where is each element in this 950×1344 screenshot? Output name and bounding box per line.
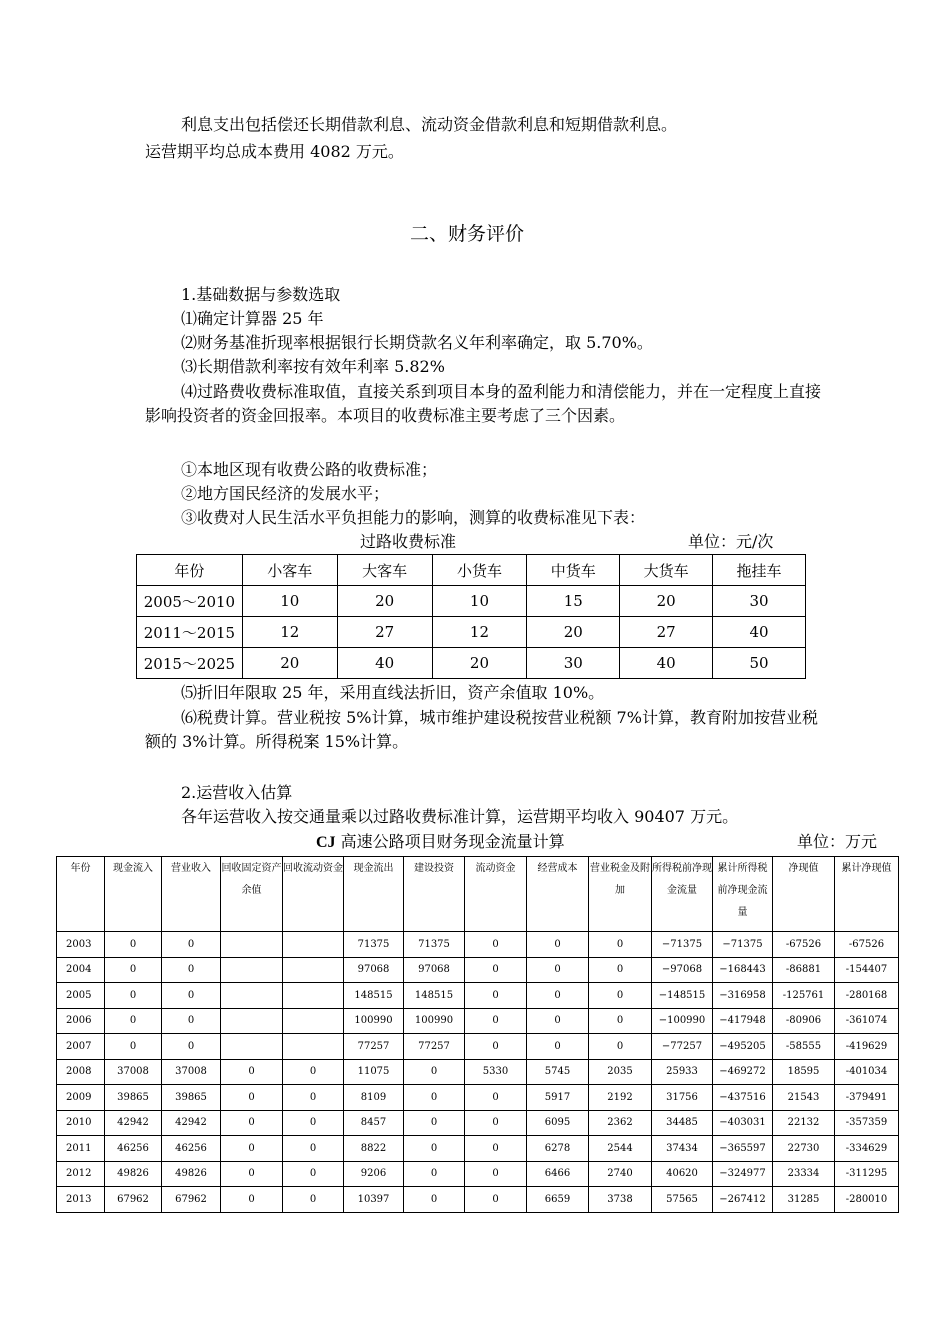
item-1: ⑴确定计算器 25 年 (181, 309, 324, 328)
table-cell: 148515 (344, 983, 404, 1009)
table-cell: −71375 (652, 932, 713, 958)
table-cell: 0 (589, 1034, 652, 1060)
table-cell: 11075 (344, 1059, 404, 1085)
table-header-cell: 建设投资 (404, 857, 465, 932)
criterion-3: ③收费对人民生活水平负担能力的影响，测算的收费标准见下表： (181, 508, 646, 527)
table-cell (283, 932, 344, 958)
table-cell (221, 983, 283, 1009)
table-cell: 0 (465, 1034, 527, 1060)
table-cell: 0 (527, 1034, 589, 1060)
table-header-cell: 所得税前净现金流量 (652, 857, 713, 932)
table-header-cell: 累计净现值 (835, 857, 899, 932)
table-header-cell: 小货车 (432, 555, 527, 586)
table-cell: 2011 (57, 1136, 105, 1162)
table-cell: 2015～2025 (137, 648, 243, 679)
table-cell: 40620 (652, 1161, 713, 1187)
table-header-row (137, 555, 806, 586)
table-cell: 6095 (527, 1110, 589, 1136)
table-cell: 97068 (404, 957, 465, 983)
table-row (57, 1034, 899, 1060)
caption-text: 高速公路项目财务现金流量计算 (340, 832, 565, 851)
table-cell: 46256 (162, 1136, 221, 1162)
table-cell: 6466 (527, 1161, 589, 1187)
table-cell: 49826 (105, 1161, 162, 1187)
table-header-row (57, 857, 899, 932)
table-cell: 0 (221, 1059, 283, 1085)
table-cell: 0 (283, 1136, 344, 1162)
table-cell: 0 (283, 1085, 344, 1111)
table-cell: −437516 (713, 1085, 773, 1111)
table-cell: 6659 (527, 1187, 589, 1213)
table-cell: 0 (465, 957, 527, 983)
table-cell: 20 (337, 586, 432, 617)
toll-standard-table (136, 554, 806, 679)
table-row (57, 1187, 899, 1213)
table-cell: 0 (465, 1110, 527, 1136)
table-cell: -357359 (835, 1110, 899, 1136)
table-cell: 21543 (773, 1085, 835, 1111)
table-cell: -80906 (773, 1008, 835, 1034)
table-cell: 0 (404, 1085, 465, 1111)
table-cell: 2005～2010 (137, 586, 243, 617)
table-cell: 2740 (589, 1161, 652, 1187)
table-header-cell: 现金流入 (105, 857, 162, 932)
item-3: ⑶长期借款利率按有效年利率 5.82% (181, 357, 445, 376)
table-cell: 0 (465, 932, 527, 958)
table-cell (221, 957, 283, 983)
table-row (57, 1110, 899, 1136)
item-2: ⑵财务基准折现率根据银行长期贷款名义年利率确定，取 5.70%。 (181, 333, 653, 352)
table-cell: 0 (162, 957, 221, 983)
table-cell: 5917 (527, 1085, 589, 1111)
table-cell: 18595 (773, 1059, 835, 1085)
table-cell: -67526 (835, 932, 899, 958)
table-cell: −148515 (652, 983, 713, 1009)
table-cell: 0 (465, 983, 527, 1009)
table-cell: 12 (242, 617, 337, 648)
table-cell: 0 (221, 1085, 283, 1111)
table-cell: 0 (221, 1136, 283, 1162)
table-header-cell: 回收固定资产余值 (221, 857, 283, 932)
section-title: 二、财务评价 (410, 223, 525, 245)
table-cell: −324977 (713, 1161, 773, 1187)
table-cell: 8822 (344, 1136, 404, 1162)
table-cell: 0 (162, 1034, 221, 1060)
item-5: ⑸折旧年限取 25 年，采用直线法折旧，资产余值取 10%。 (181, 683, 605, 702)
table-cell: −100990 (652, 1008, 713, 1034)
table-cell: 10397 (344, 1187, 404, 1213)
table-cell: 39865 (162, 1085, 221, 1111)
table-cell: 2006 (57, 1008, 105, 1034)
table-cell: 23334 (773, 1161, 835, 1187)
table-cell (283, 1008, 344, 1034)
table-cell: -379491 (835, 1085, 899, 1111)
table-cell: 27 (620, 617, 713, 648)
table-cell: 8457 (344, 1110, 404, 1136)
table-cell: −71375 (713, 932, 773, 958)
table-cell: -280010 (835, 1187, 899, 1213)
table-cell: 2010 (57, 1110, 105, 1136)
table-cell: 2011～2015 (137, 617, 243, 648)
table-cell: 2003 (57, 932, 105, 958)
item-4: ⑷过路费收费标准取值，直接关系到项目本身的盈利能力和清偿能力，并在一定程度上直接影响投资者的资金回报率。本项目的收费标准主要考虑了三个因素。 (145, 382, 822, 425)
table-cell: -86881 (773, 957, 835, 983)
table-cell: 5330 (465, 1059, 527, 1085)
table-cell: 0 (162, 932, 221, 958)
table-cell: 2362 (589, 1110, 652, 1136)
table-cell: -67526 (773, 932, 835, 958)
table-cell: 0 (105, 1008, 162, 1034)
table-cell: 0 (465, 1187, 527, 1213)
table-cell: 34485 (652, 1110, 713, 1136)
table-cell: 2544 (589, 1136, 652, 1162)
table-cell: 22132 (773, 1110, 835, 1136)
table-cell: 0 (162, 983, 221, 1009)
table-row (57, 1085, 899, 1111)
table-header-cell: 大客车 (337, 555, 432, 586)
table-cell: -419629 (835, 1034, 899, 1060)
table-cell: 42942 (105, 1110, 162, 1136)
table-cell: 39865 (105, 1085, 162, 1111)
avg-cost-paragraph: 运营期平均总成本费用 4082 万元。 (145, 142, 404, 161)
table-row (57, 1136, 899, 1162)
table-cell: 0 (105, 932, 162, 958)
table-header-cell: 回收流动资金 (283, 857, 344, 932)
table-cell: 42942 (162, 1110, 221, 1136)
table-cell: 0 (221, 1110, 283, 1136)
table-cell: 2004 (57, 957, 105, 983)
table-cell: 0 (105, 1034, 162, 1060)
table-cell: −97068 (652, 957, 713, 983)
table-cell: −469272 (713, 1059, 773, 1085)
table-cell: 0 (404, 1110, 465, 1136)
table-cell: 27 (337, 617, 432, 648)
table-cell: 2192 (589, 1085, 652, 1111)
item-6: ⑹税费计算。营业税按 5%计算，城市维护建设税按营业税额 7%计算，教育附加按营业税额的 3%计算。所得税案 15%计算。 (145, 708, 818, 751)
table-cell: 2009 (57, 1085, 105, 1111)
table-cell: −77257 (652, 1034, 713, 1060)
table-cell: 3738 (589, 1187, 652, 1213)
table-header-cell: 现金流出 (344, 857, 404, 932)
table-cell: 0 (283, 1161, 344, 1187)
table-cell: 2035 (589, 1059, 652, 1085)
table-cell: 0 (465, 1085, 527, 1111)
table-row (57, 1059, 899, 1085)
table-cell: 148515 (404, 983, 465, 1009)
table-header-cell: 累计所得税前净现金流量 (713, 857, 773, 932)
table-cell: 0 (527, 983, 589, 1009)
table-cell: 0 (221, 1161, 283, 1187)
table-header-cell: 大货车 (620, 555, 713, 586)
criterion-1: ①本地区现有收费公路的收费标准； (181, 460, 438, 479)
table-cell (283, 1034, 344, 1060)
table-cell: 0 (465, 1136, 527, 1162)
table-header-cell: 营业税金及附加 (589, 857, 652, 932)
table-header-cell: 经营成本 (527, 857, 589, 932)
table-cell: 20 (432, 648, 527, 679)
table-cell: 8109 (344, 1085, 404, 1111)
criterion-2: ②地方国民经济的发展水平； (181, 484, 390, 503)
table-cell: −403031 (713, 1110, 773, 1136)
table-row (137, 586, 806, 617)
table-header-cell: 净现值 (773, 857, 835, 932)
table-cell: 71375 (344, 932, 404, 958)
table-row (57, 1008, 899, 1034)
table-cell: 20 (527, 617, 620, 648)
table-cell: -361074 (835, 1008, 899, 1034)
table-header-cell: 中货车 (527, 555, 620, 586)
table-cell: 10 (432, 586, 527, 617)
table-cell: 2013 (57, 1187, 105, 1213)
table-cell: −495205 (713, 1034, 773, 1060)
table-cell: 0 (589, 932, 652, 958)
table-cell: 20 (620, 586, 713, 617)
table-cell: 0 (527, 1008, 589, 1034)
table-cell: 0 (221, 1187, 283, 1213)
table-cell: −417948 (713, 1008, 773, 1034)
table-cell: 40 (620, 648, 713, 679)
table-row (137, 648, 806, 679)
table-cell: 37434 (652, 1136, 713, 1162)
table-cell: 2005 (57, 983, 105, 1009)
interest-paragraph: 利息支出包括偿还长期借款利息、流动资金借款利息和短期借款利息。 (181, 115, 678, 134)
table-cell: 46256 (105, 1136, 162, 1162)
table-row (137, 617, 806, 648)
table-cell: 77257 (344, 1034, 404, 1060)
table-cell: 0 (404, 1161, 465, 1187)
table-cell: 25933 (652, 1059, 713, 1085)
table-cell: 0 (283, 1187, 344, 1213)
table-cell: 20 (242, 648, 337, 679)
table-cell: 37008 (105, 1059, 162, 1085)
table-cell: 0 (404, 1059, 465, 1085)
table-cell: 9206 (344, 1161, 404, 1187)
table-cell: -154407 (835, 957, 899, 983)
table-cell: 0 (105, 957, 162, 983)
table-row (57, 957, 899, 983)
table-cell: 0 (283, 1059, 344, 1085)
table-cell: 0 (404, 1187, 465, 1213)
table-cell: 10 (242, 586, 337, 617)
table-cell: 0 (404, 1136, 465, 1162)
table-cell: -58555 (773, 1034, 835, 1060)
table-cell: 40 (713, 617, 806, 648)
table-header-cell: 年份 (137, 555, 243, 586)
table-cell: 0 (589, 983, 652, 1009)
table-cell: 6278 (527, 1136, 589, 1162)
table-cell: 0 (589, 1008, 652, 1034)
cashflow-table-caption (316, 830, 565, 855)
table-cell: −316958 (713, 983, 773, 1009)
table-cell: 0 (527, 957, 589, 983)
table-header-cell: 营业收入 (162, 857, 221, 932)
table-cell: -125761 (773, 983, 835, 1009)
table-row (57, 983, 899, 1009)
table-cell: 22730 (773, 1136, 835, 1162)
toll-table-caption: 过路收费标准 (360, 532, 457, 551)
table-cell (283, 983, 344, 1009)
table-cell: -401034 (835, 1059, 899, 1085)
table-cell: 100990 (344, 1008, 404, 1034)
table-cell: -311295 (835, 1161, 899, 1187)
toll-table-unit: 单位：元/次 (688, 532, 774, 551)
table-cell: 12 (432, 617, 527, 648)
table-cell: 50 (713, 648, 806, 679)
table-cell: −365597 (713, 1136, 773, 1162)
table-cell: −168443 (713, 957, 773, 983)
table-cell: 67962 (162, 1187, 221, 1213)
table-cell: 67962 (105, 1187, 162, 1213)
table-cell: 15 (527, 586, 620, 617)
table-cell (283, 957, 344, 983)
revenue-heading: 2.运营收入估算 (181, 783, 293, 802)
table-cell: 2008 (57, 1059, 105, 1085)
table-cell: 0 (465, 1008, 527, 1034)
table-cell: 0 (162, 1008, 221, 1034)
table-cell: 0 (465, 1161, 527, 1187)
revenue-text: 各年运营收入按交通量乘以过路收费标准计算，运营期平均收入 90407 万元。 (181, 807, 739, 826)
table-cell: 100990 (404, 1008, 465, 1034)
table-cell: 30 (713, 586, 806, 617)
table-cell: 2012 (57, 1161, 105, 1187)
table-cell (221, 1008, 283, 1034)
table-cell: 49826 (162, 1161, 221, 1187)
table-cell: 2007 (57, 1034, 105, 1060)
table-cell: 31285 (773, 1187, 835, 1213)
table-row (57, 1161, 899, 1187)
cashflow-table-unit: 单位：万元 (797, 832, 878, 851)
table-cell: 0 (527, 932, 589, 958)
table-cell: 5745 (527, 1059, 589, 1085)
table-header-cell: 小客车 (242, 555, 337, 586)
table-cell: 40 (337, 648, 432, 679)
caption-bold-prefix: CJ (316, 834, 336, 851)
table-cell: 97068 (344, 957, 404, 983)
table-cell (221, 932, 283, 958)
table-cell: 37008 (162, 1059, 221, 1085)
table-cell: 77257 (404, 1034, 465, 1060)
table-cell: 57565 (652, 1187, 713, 1213)
table-cell: 0 (283, 1110, 344, 1136)
table-cell: -280168 (835, 983, 899, 1009)
table-row (57, 932, 899, 958)
table-cell: 31756 (652, 1085, 713, 1111)
table-cell: 71375 (404, 932, 465, 958)
table-header-cell: 拖挂车 (713, 555, 806, 586)
table-cell: -334629 (835, 1136, 899, 1162)
table-cell: 0 (105, 983, 162, 1009)
table-cell: 0 (589, 957, 652, 983)
table-cell: −267412 (713, 1187, 773, 1213)
table-cell (221, 1034, 283, 1060)
table-header-cell: 年份 (57, 857, 105, 932)
cashflow-table (56, 856, 899, 1213)
table-header-cell: 流动资金 (465, 857, 527, 932)
basic-heading: 1.基础数据与参数选取 (181, 285, 341, 304)
table-cell: 30 (527, 648, 620, 679)
